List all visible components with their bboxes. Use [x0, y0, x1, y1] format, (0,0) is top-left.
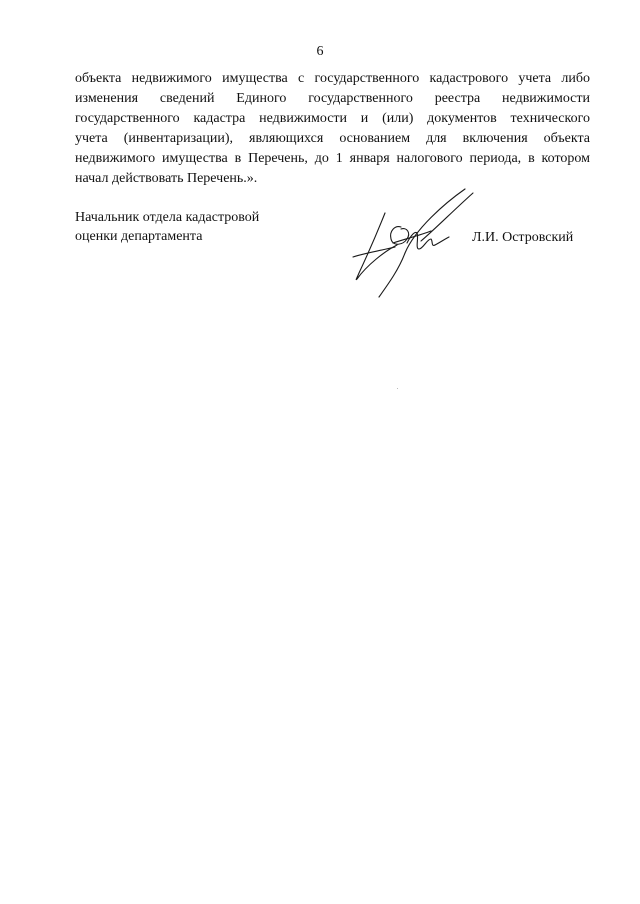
signer-position [75, 208, 345, 246]
page-number: 6 [316, 44, 324, 59]
body-line: изменения сведений Единого государственного реестра недвижимости [75, 91, 590, 106]
body-line: учета (инвентаризации), являющихся основанием для включения объекта [75, 131, 590, 146]
body-line: недвижимого имущества в Перечень, до 1 января налогового периода, в котором [75, 151, 590, 166]
position-line: оценки департамента [75, 229, 203, 244]
body-line: объекта недвижимого имущества с государственного кадастрового учета либо [75, 71, 590, 86]
signer-name: Л.И. Островский [472, 230, 574, 245]
body-line: государственного кадастра недвижимости и (или) документов технического [75, 111, 590, 126]
position-line: Начальник отдела кадастровой [75, 210, 260, 225]
body-line: начал действовать Перечень.». [75, 171, 258, 186]
body-paragraph [75, 69, 590, 189]
scan-speck [397, 388, 398, 389]
